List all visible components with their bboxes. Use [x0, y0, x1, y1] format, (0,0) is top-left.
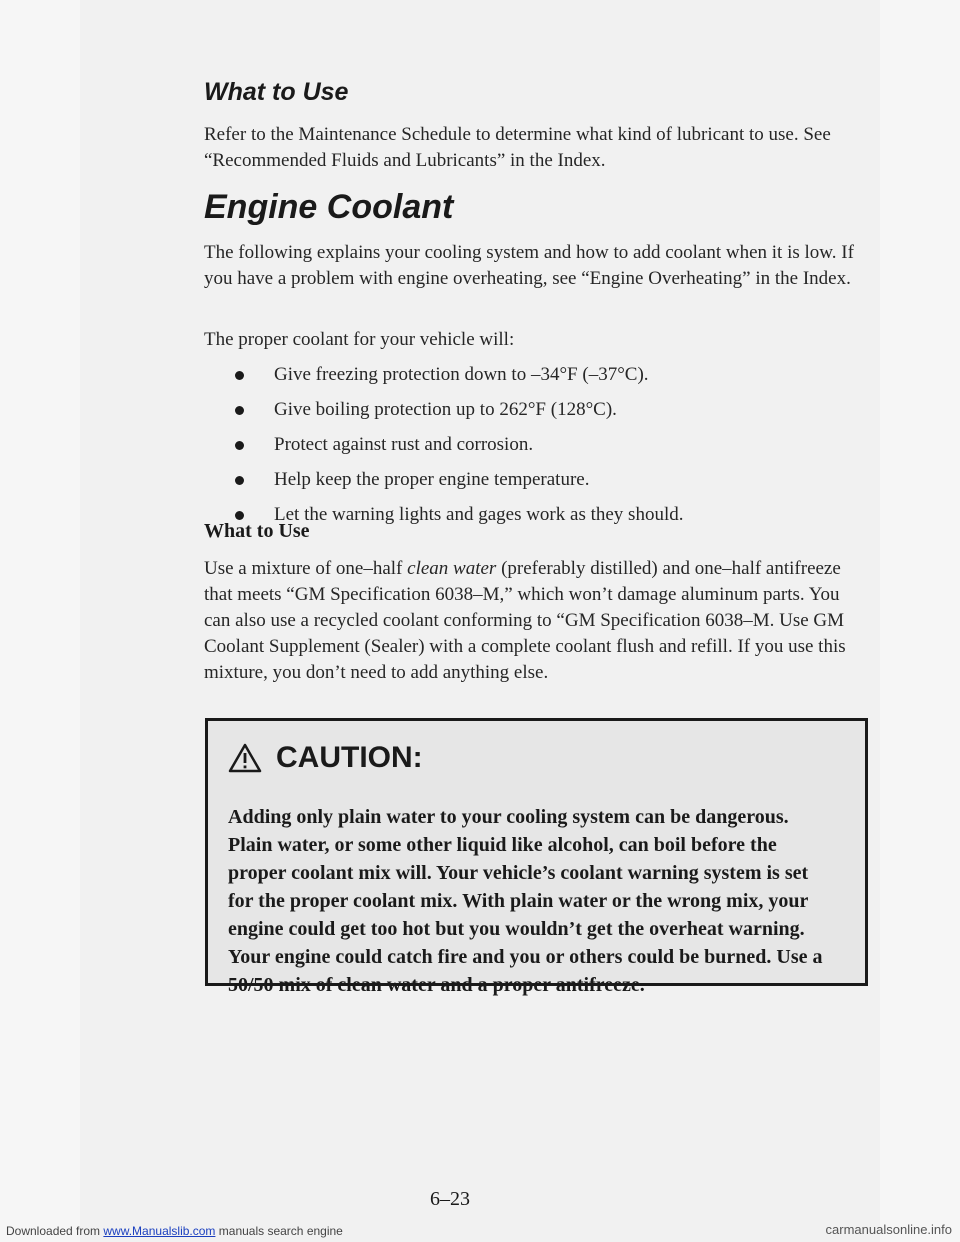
download-footer: Downloaded from www.Manualslib.com manuals search engine: [6, 1224, 343, 1238]
section-heading-engine-coolant: Engine Coolant: [204, 188, 454, 226]
list-item: Give freezing protection down to –34°F (–37°C).: [232, 362, 683, 397]
list-item: Protect against rust and corrosion.: [232, 432, 683, 467]
bullet-dot-icon: [235, 441, 244, 450]
coolant-benefits-list: [232, 362, 683, 537]
bullet-dot-icon: [235, 406, 244, 415]
coolant-mixture-paragraph: Use a mixture of one–half clean water (preferably distilled) and one–half antifreeze that meets “GM Specification 6038–M,” which won’t damage aluminum parts. You can also use a recycled coolant conforming to “GM Specification 6038–M. Use GM Coolant Supplement (Sealer) with a complete coolant flush and refill. If you use this mixture, you don’t need to add anything else.: [204, 558, 846, 683]
caution-text: Adding only plain water to your cooling system can be dangerous. Plain water, or some other liquid like alcohol, can boil before the proper coolant mix will. Your vehicle’s coolant warning system is set for the proper coolant mix. With plain water or the wrong mix, your engine could get too hot but you wouldn’t get the overheat warning. Your engine could catch fire and you or others could be burned. Use a 50/50 mix of clean water and a proper antifreeze.: [228, 806, 823, 996]
caution-header: [228, 741, 423, 775]
bullet-dot-icon: [235, 371, 244, 380]
warning-triangle-icon: [228, 743, 262, 773]
lubricant-paragraph: Refer to the Maintenance Schedule to determine what kind of lubricant to use. See “Recommended Fluids and Lubricants” in the Index.: [204, 124, 831, 171]
list-item: Help keep the proper engine temperature.: [232, 467, 683, 502]
list-item: Give boiling protection up to 262°F (128°C).: [232, 397, 683, 432]
manualslib-link[interactable]: www.Manualslib.com: [103, 1224, 216, 1238]
watermark-text: carmanualsonline.info: [825, 1222, 952, 1237]
bullet-dot-icon: [235, 511, 244, 520]
page-number: 6–23: [430, 1188, 470, 1210]
subheading-what-to-use: What to Use: [204, 520, 310, 542]
caution-box: [205, 718, 868, 996]
section-heading-what-to-use: What to Use: [204, 78, 349, 106]
caution-title: CAUTION:: [276, 741, 423, 774]
coolant-lead-line: The proper coolant for your vehicle will:: [204, 329, 515, 350]
list-item: Let the warning lights and gages work as they should.: [232, 502, 683, 537]
coolant-intro-paragraph: The following explains your cooling system and how to add coolant when it is low. If you have a problem with engine overheating, see “Engine Overheating” in the Index.: [204, 242, 854, 289]
bullet-dot-icon: [235, 476, 244, 485]
